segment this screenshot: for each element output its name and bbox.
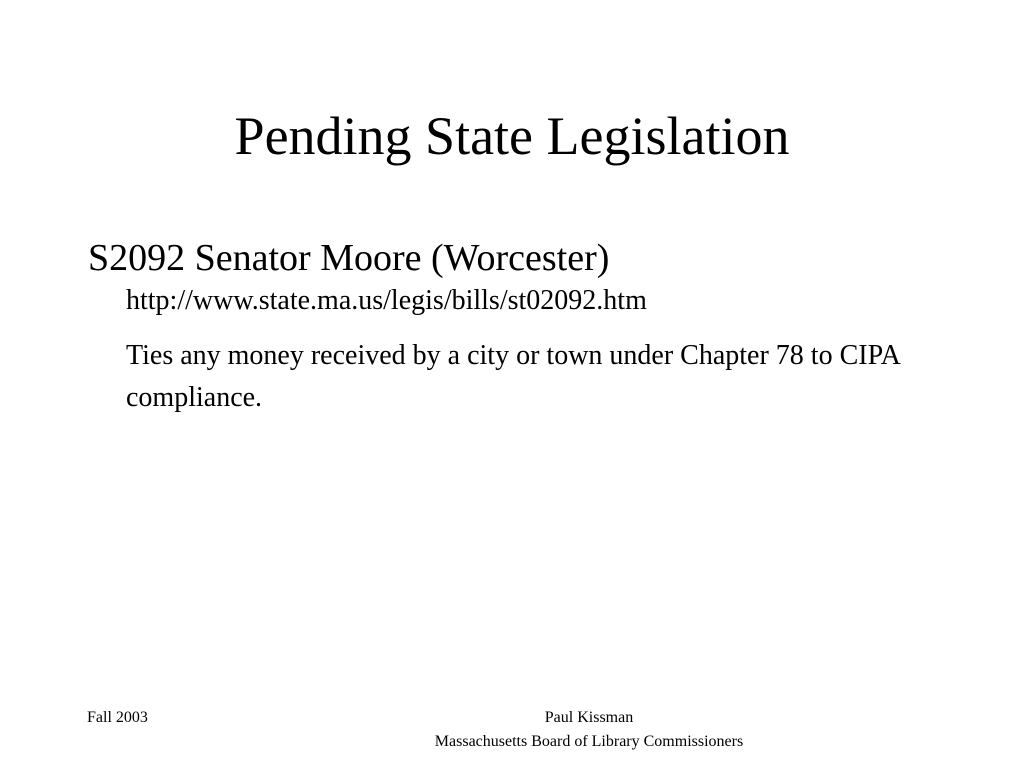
bill-url: http://www.state.ma.us/legis/bills/st02092.htm — [126, 285, 647, 316]
footer-credit — [377, 706, 801, 754]
bill-description: Ties any money received by a city or town under Chapter 78 to CIPA compliance. — [126, 340, 900, 413]
bill-heading: S2092 Senator Moore (Worcester) — [88, 237, 610, 279]
footer-date: Fall 2003 — [87, 709, 148, 726]
slide-body — [88, 233, 948, 419]
slide-title: Pending State Legislation — [234, 106, 790, 166]
footer-organization: Massachusetts Board of Library Commissioners — [434, 733, 744, 750]
footer-author: Paul Kissman — [544, 709, 634, 726]
